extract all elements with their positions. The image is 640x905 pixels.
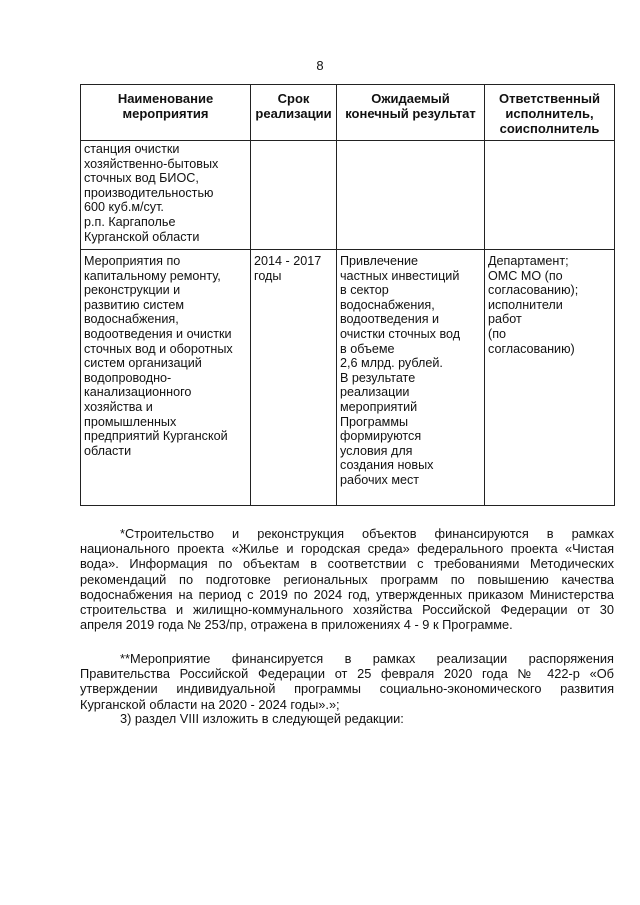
cell-term: 2014 - 2017 годы [251, 250, 337, 506]
measures-table [80, 84, 615, 506]
cell-result: Привлечение частных инвестиций в сектор водоснабжения, водоотведения и очистки сточных вод в объеме 2,6 млрд. рублей. В результате реализации мероприятий Программы формируются условия для создания новых рабочих мест [337, 250, 485, 506]
cell-name: Мероприятия по капитальному ремонту, реконструкции и развитию систем водоснабжения, водоотведения и очистки сточных вод и оборотных систем организаций водопроводно- канализационного хозяйства и промышленных предприятий Курганской области [81, 250, 251, 506]
table-row [81, 141, 615, 250]
header-name: Наименование мероприятия [81, 85, 251, 141]
cell-responsible [485, 141, 615, 250]
table-header-row [81, 85, 615, 141]
header-result: Ожидаемый конечный результат [337, 85, 485, 141]
page-number: 8 [316, 58, 324, 73]
table-row [81, 250, 615, 506]
cell-responsible: Департамент; ОМС МО (по согласованию); исполнители работ (по согласованию) [485, 250, 615, 506]
section-instruction: 3) раздел VIII изложить в следующей редакции: [120, 711, 404, 726]
footnote-2: **Мероприятие финансируется в рамках реализации распоряжения Правительства Российской Федерации от 25 февраля 2020 года № 422-р «Об утверждении индивидуальной программы социально-экономического развития Курганской области на 2020 - 2024 годы».»; [80, 651, 614, 712]
cell-name: станция очистки хозяйственно-бытовых сточных вод БИОС, производительностью 600 куб.м/сут. р.п. Каргаполье Курганской области [81, 141, 251, 250]
footnote-1: *Строительство и реконструкция объектов финансируются в рамках национального проекта «Жилье и городская среда» федерального проекта «Чистая вода». Информация по объектам в соответствии с требованиями Методических рекомендаций по подготовке региональных программ по повышению качества водоснабжения на период с 2019 по 2024 год, утвержденных приказом Министерства строительства и жилищно-коммунального хозяйства Российской Федерации от 30 апреля 2019 года № 253/пр, отражена в приложениях 4 - 9 к Программе. [80, 526, 614, 633]
header-responsible: Ответственный исполнитель, соисполнитель [485, 85, 615, 141]
cell-term [251, 141, 337, 250]
header-term: Срок реализации [251, 85, 337, 141]
cell-result [337, 141, 485, 250]
